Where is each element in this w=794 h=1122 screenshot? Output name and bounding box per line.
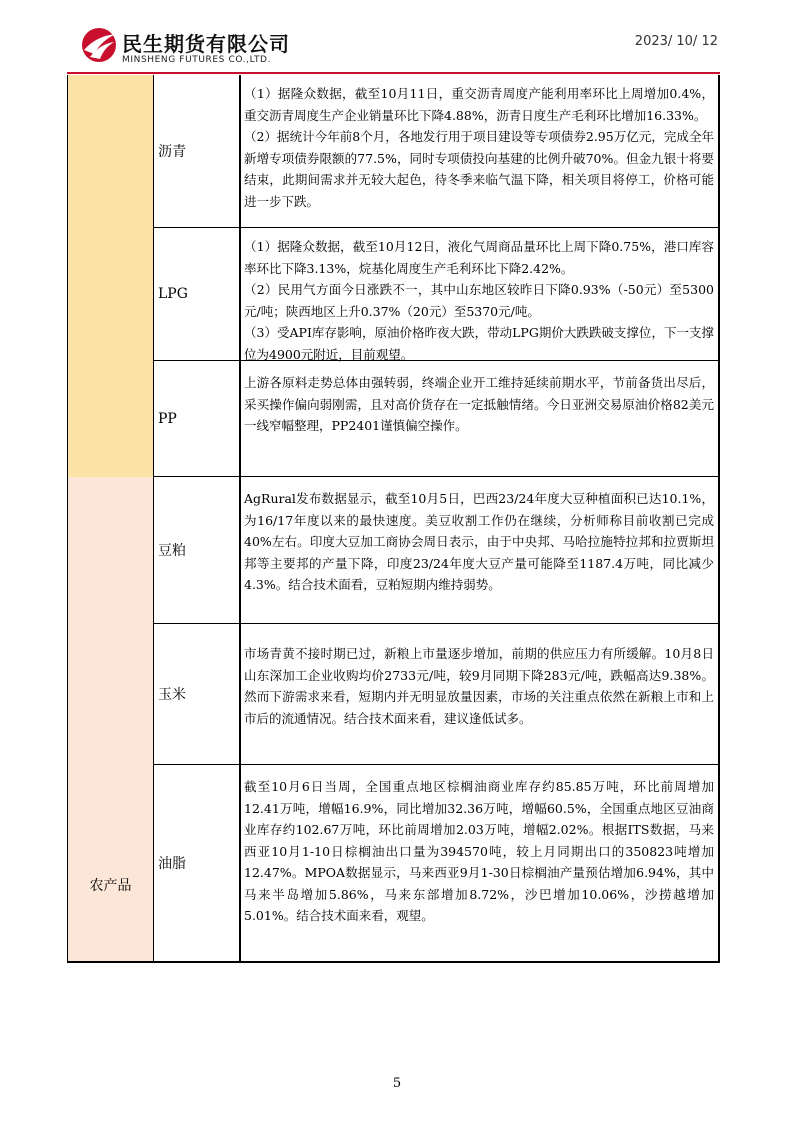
table-row-soymeal: [154, 477, 720, 624]
commentary-paragraph: （2）据统计今年前8个月，各地发行用于项目建设等专项债券2.95万亿元，完成全年新增专项债券限额的77.5%，同时专项债投向基建的比例升破70%。但金九银十将要结束，此期间需求并无较大起色，待冬季来临气温下降，相关项目将停工，价格可能进一步下跌。: [244, 129, 714, 209]
commentary-paragraph: （1）据隆众数据，截至10月12日，液化气周商品量环比上周下降0.75%，港口库容率环比下降3.13%，烷基化周度生产毛利环比下降2.42%。: [244, 239, 714, 276]
commentary-paragraph: （2）民用气方面今日涨跌不一，其中山东地区较昨日下降0.93%（-50元）至5300元/吨；陕西地区上升0.37%（20元）至5370元/吨。: [244, 282, 714, 319]
table-row-lpg: [154, 228, 720, 361]
company-name-en: MINSHENG FUTURES CO.,LTD.: [122, 55, 272, 65]
header-divider: [67, 72, 720, 74]
category-cell-energy: [67, 75, 154, 477]
category-label: 农产品: [89, 878, 132, 894]
commentary-paragraph: 截至10月6日当周，全国重点地区棕榈油商业库存约85.85万吨，环比前周增加12.41万吨，增幅16.9%，同比增加32.36万吨，增幅60.5%，全国重点地区豆油商业库存约102.67万吨，环比前周增加2.03万吨，增幅2.02%。根据ITS数据，马来西亚10月1-10日棕榈油出口量为394570吨，较上月同期出口的350823吨增加12.47%。MPOA数据显示，马来西亚9月1-30日棕榈油产量预估增加6.94%，其中马来半岛增加5.86%，马来东部增加8.72%，沙巴增加10.06%，沙捞越增加5.01%。结合技术面来看，观望。: [244, 779, 714, 923]
table-row-asphalt: [154, 75, 720, 228]
commentary-paragraph: 市场青黄不接时期已过，新粮上市量逐步增加，前期的供应压力有所缓解。10月8日山东深加工企业收购均价2733元/吨，较9月同期下降283元/吨，跌幅高达9.38%。然而下游需求来看，短期内并无明显放量因素，市场的关注重点依然在新粮上市和上市后的流通情况。结合技术面来看，建议逢低试多。: [244, 646, 714, 726]
commodity-name: 玉米: [158, 687, 186, 703]
commodity-name: 豆粕: [158, 543, 186, 559]
page-header: [0, 0, 794, 75]
commentary-paragraph: （1）据隆众数据，截至10月11日，重交沥青周度产能利用率环比上周增加0.4%，重交沥青周度生产企业销量环比下降4.88%，沥青日度生产毛利环比增加16.33%。: [244, 86, 714, 123]
table-row-corn: [154, 624, 720, 765]
commodity-name: LPG: [158, 286, 188, 302]
category-cell-agriculture: [67, 477, 154, 963]
commodity-commentary: [239, 765, 720, 961]
table-row-pp: [154, 361, 720, 477]
commodity-name: PP: [158, 410, 177, 427]
commodity-commentary: [239, 75, 720, 227]
commodity-name: 油脂: [158, 856, 186, 872]
report-date: 2023/ 10/ 12: [634, 34, 718, 49]
commodity-commentary: [239, 624, 720, 764]
table-row-oils: [154, 765, 720, 963]
commodity-commentary: [239, 228, 720, 360]
commodity-table: [67, 75, 720, 963]
commentary-paragraph: 上游各原料走势总体由强转弱，终端企业开工维持延续前期水平，节前备货出尽后，采买操作偏向弱刚需，且对高价货存在一定抵触情绪。今日亚洲交易原油价格82美元一线窄幅整理，PP2401谨慎偏空操作。: [244, 375, 714, 433]
commodity-commentary: [239, 477, 720, 623]
commentary-paragraph: （3）受API库存影响，原油价格昨夜大跌，带动LPG期价大跌跌破支撑位，下一支撑位为4900元附近，目前观望。: [244, 325, 714, 362]
page-number: 5: [392, 1076, 402, 1091]
commentary-paragraph: AgRural发布数据显示，截至10月5日，巴西23/24年度大豆种植面积已达10.1%，为16/17年度以来的最快速度。美豆收割工作仍在继续，分析师称目前收割已完成40%左右。印度大豆加工商协会周日表示，由于中央邦、马哈拉施特拉邦和拉贾斯坦邦等主要邦的产量下降，印度23/24年度大豆产量可能降至1187.4万吨，同比减少4.3%。结合技术面看，豆粕短期内维持弱势。: [244, 491, 714, 592]
commodity-name: 沥青: [158, 144, 186, 160]
company-name-cn: 民生期货有限公司: [122, 32, 290, 56]
minsheng-logo-icon: [80, 26, 120, 64]
commodity-commentary: [239, 361, 720, 476]
